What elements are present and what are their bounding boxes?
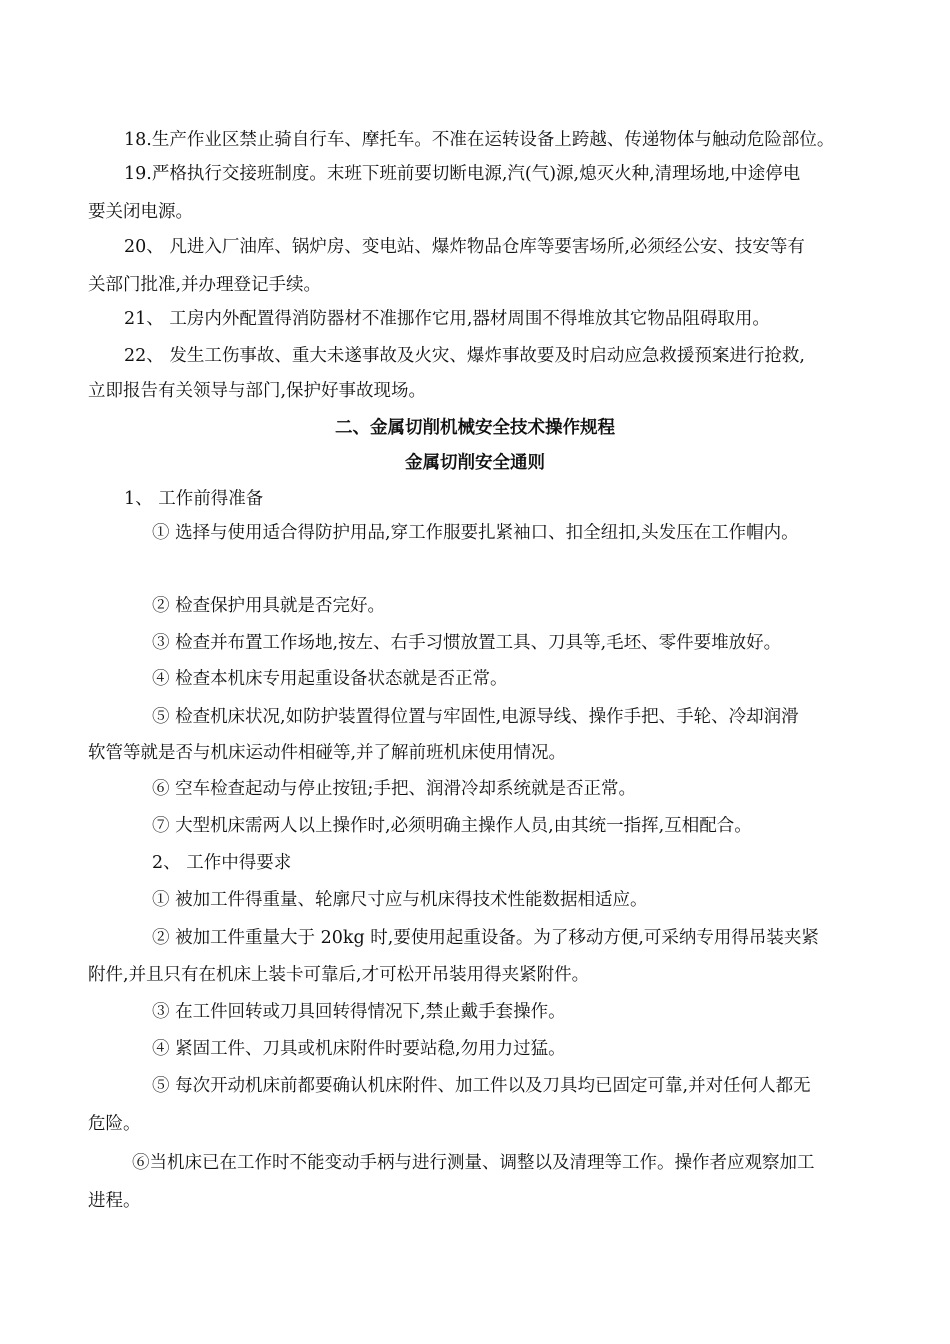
prep-item-5-line1: ⑤ 检查机床状况,如防护装置得位置与牢固性,电源导线、操作手把、手轮、冷却润滑 xyxy=(152,707,799,727)
work-item-4: ④ 紧固工件、刀具或机床附件时要站稳,勿用力过猛。 xyxy=(152,1039,566,1059)
rule-21: 21、 工房内外配置得消防器材不准挪作它用,器材周围不得堆放其它物品阻碍取用。 xyxy=(124,309,770,329)
prep-item-3: ③ 检查并布置工作场地,按左、右手习惯放置工具、刀具等,毛坯、零件要堆放好。 xyxy=(152,633,782,653)
work-item-5-line2: 危险。 xyxy=(88,1114,141,1134)
prep-item-1: ① 选择与使用适合得防护用品,穿工作服要扎紧袖口、扣全纽扣,头发压在工作帽内。 xyxy=(152,523,799,543)
work-heading: 2、 工作中得要求 xyxy=(152,853,292,873)
rule-22-line1: 22、 发生工伤事故、重大未遂事故及火灾、爆炸事故要及时启动应急救援预案进行抢救, xyxy=(124,346,805,366)
rule-19-line1: 19.严格执行交接班制度。末班下班前要切断电源,汽(气)源,熄灭火种,清理场地,中途停电 xyxy=(124,164,801,184)
rule-22-line2: 立即报告有关领导与部门,保护好事故现场。 xyxy=(88,381,427,401)
rule-18: 18.生产作业区禁止骑自行车、摩托车。不准在运转设备上跨越、传递物体与触动危险部位。 xyxy=(124,130,835,150)
work-item-5-line1: ⑤ 每次开动机床前都要确认机床附件、加工件以及刀具均已固定可靠,并对任何人都无 xyxy=(152,1076,811,1096)
rule-20-line2: 关部门批准,并办理登记手续。 xyxy=(88,275,322,295)
work-item-1: ① 被加工件得重量、轮廓尺寸应与机床得技术性能数据相适应。 xyxy=(152,890,648,910)
work-item-2-line2: 附件,并且只有在机床上装卡可靠后,才可松开吊装用得夹紧附件。 xyxy=(88,965,590,985)
work-item-3: ③ 在工件回转或刀具回转得情况下,禁止戴手套操作。 xyxy=(152,1002,566,1022)
prep-item-7: ⑦ 大型机床需两人以上操作时,必须明确主操作人员,由其统一指挥,互相配合。 xyxy=(152,816,752,836)
prep-heading: 1、 工作前得准备 xyxy=(124,489,264,509)
work-item-6-line1: ⑥当机床已在工作时不能变动手柄与进行测量、调整以及清理等工作。操作者应观察加工 xyxy=(132,1153,815,1173)
section-title: 二、金属切削机械安全技术操作规程 xyxy=(335,418,615,438)
work-item-2-line1: ② 被加工件重量大于 20kg 时,要使用起重设备。为了移动方便,可采纳专用得吊装夹紧 xyxy=(152,928,819,948)
rule-20-line1: 20、 凡进入厂油库、锅炉房、变电站、爆炸物品仓库等要害场所,必须经公安、技安等有 xyxy=(124,237,805,257)
work-item-6-line2: 进程。 xyxy=(88,1191,141,1211)
prep-item-4: ④ 检查本机床专用起重设备状态就是否正常。 xyxy=(152,669,508,689)
rule-19-line2: 要关闭电源。 xyxy=(88,202,193,222)
section-subtitle: 金属切削安全通则 xyxy=(405,453,545,473)
prep-item-5-line2: 软管等就是否与机床运动件相碰等,并了解前班机床使用情况。 xyxy=(88,743,567,763)
prep-item-2: ② 检查保护用具就是否完好。 xyxy=(152,596,386,616)
prep-item-6: ⑥ 空车检查起动与停止按钮;手把、润滑冷却系统就是否正常。 xyxy=(152,779,636,799)
